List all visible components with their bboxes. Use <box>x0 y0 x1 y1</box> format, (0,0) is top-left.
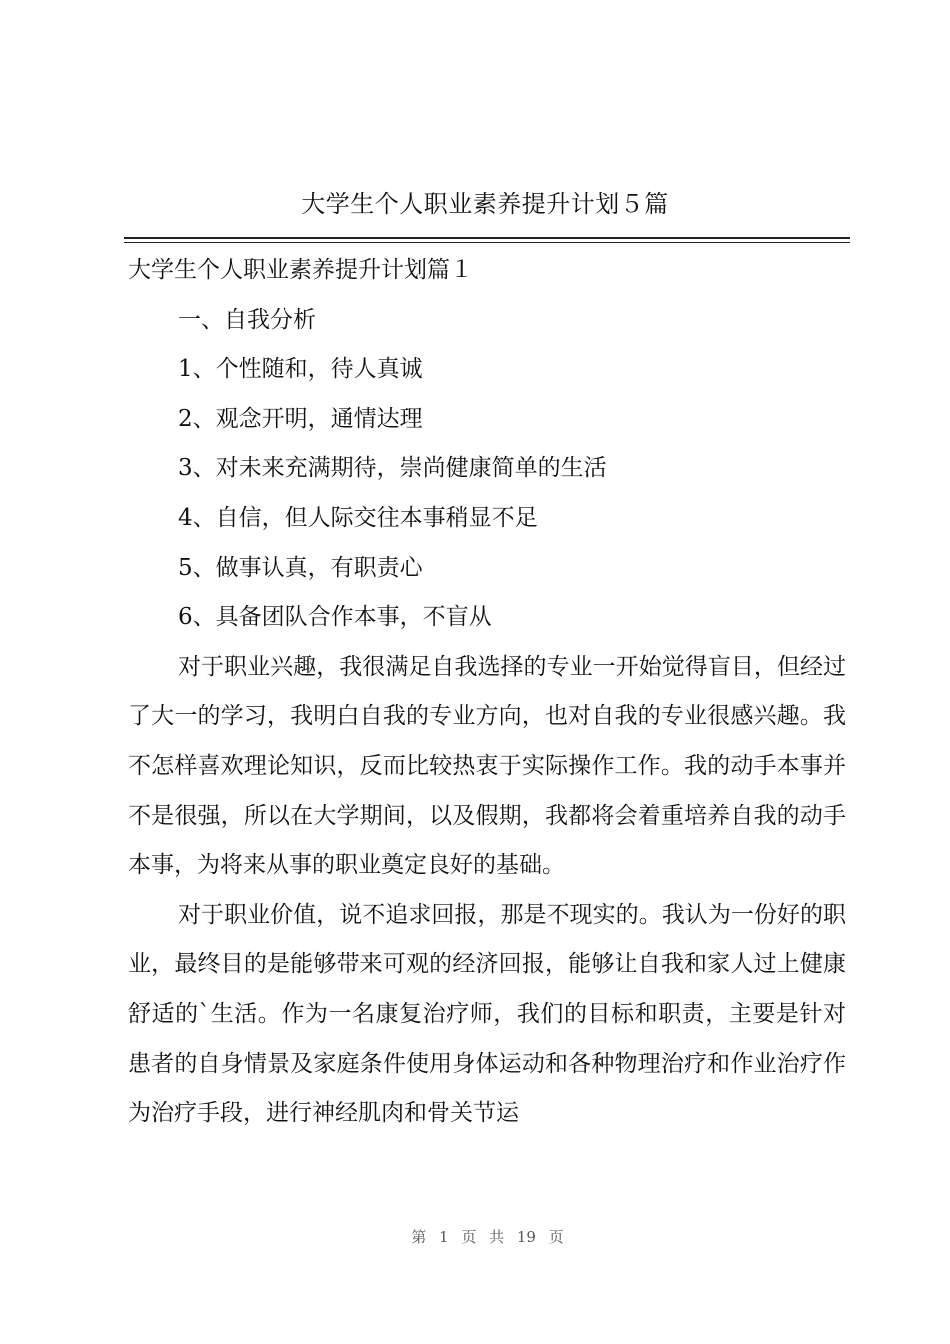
subheading: 一、自我分析 <box>178 306 316 333</box>
list-item: 2、观念开明，通情达理 <box>178 405 423 432</box>
title-rule-thin <box>124 242 850 243</box>
list-item: 3、对未来充满期待，崇尚健康简单的生活 <box>178 455 607 482</box>
list-item: 4、自信，但人际交往本事稍显不足 <box>178 504 538 531</box>
section-heading: 大学生个人职业素养提升计划篇１ <box>128 257 473 283</box>
list-item: 6、具备团队合作本事，不盲从 <box>178 604 492 631</box>
paragraph-career-interest: 对于职业兴趣，我很满足自我选择的专业一开始觉得盲目，但经过了大一的学习，我明白自我的专业方向，也对自我的专业很感兴趣。我不怎样喜欢理论知识，反而比较热衷于实际操作工作。我的动手本事并不是很强，所以在大学期间，以及假期，我都将会着重培养自我的动手本事，为将来从事的职业奠定良好的基础。 <box>128 653 846 879</box>
page-footer: 第 1 页 共 19 页 <box>411 1228 564 1246</box>
paragraph-career-value: 对于职业价值，说不追求回报，那是不现实的。我认为一份好的职业，最终目的是能够带来可观的经济回报，能够让自我和家人过上健康舒适的`生活。作为一名康复治疗师，我们的目标和职责，主要是针对患者的自身情景及家庭条件使用身体运动和各种物理治疗和作业治疗作为治疗手段，进行神经肌肉和骨关节运 <box>128 901 846 1127</box>
list-item: 1、个性随和，待人真诚 <box>178 356 423 383</box>
document-body <box>128 246 846 1139</box>
title-rule-thick <box>124 237 850 239</box>
list-item: 5、做事认真，有职责心 <box>178 554 423 581</box>
document-title: 大学生个人职业素养提升计划５篇 <box>301 190 669 218</box>
